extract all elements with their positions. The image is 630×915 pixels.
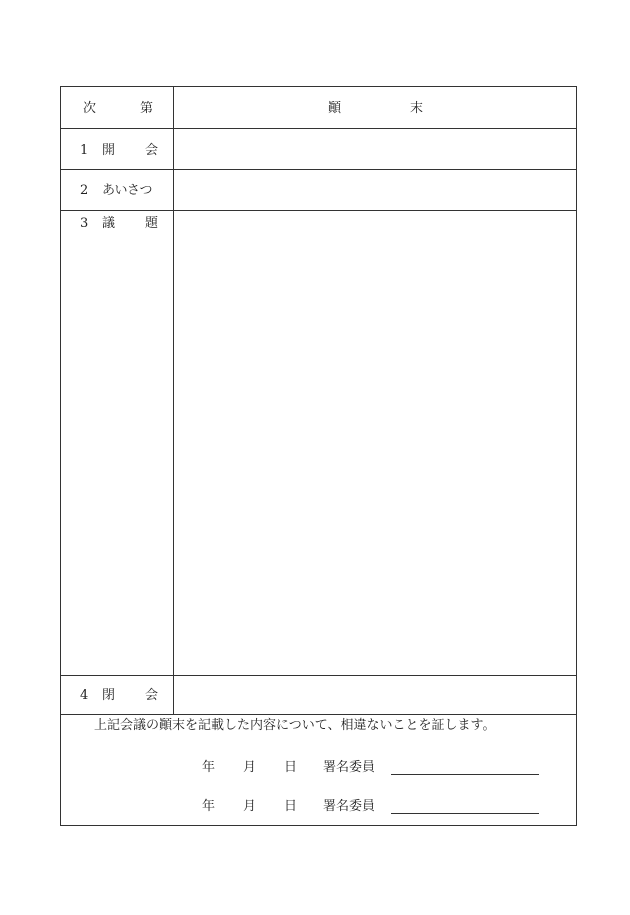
certification-statement: 上記会議の顚末を記載した内容について、相違ないことを証します。	[94, 718, 496, 733]
agenda-content-cell[interactable]	[174, 676, 576, 714]
signature-name-field[interactable]	[391, 813, 539, 814]
header-details-char-1: 顚	[328, 101, 342, 116]
agenda-label-char-1: 開	[102, 143, 116, 158]
header-row	[61, 87, 576, 129]
agenda-row-opening	[61, 129, 576, 170]
header-agenda-char-1: 次	[83, 101, 97, 116]
agenda-label-cell	[61, 676, 173, 714]
agenda-content-cell[interactable]	[174, 170, 576, 210]
agenda-label-cell	[61, 170, 173, 210]
agenda-label-cell	[61, 211, 173, 675]
certification-section	[61, 715, 576, 825]
agenda-label-char-2: 題	[145, 216, 159, 231]
signature-month: 月	[243, 760, 257, 775]
signature-role: 署名委員	[323, 799, 376, 814]
signature-year: 年	[202, 799, 216, 814]
header-details-cell	[174, 87, 576, 128]
agenda-label: あいさつ	[102, 183, 153, 198]
agenda-label-char-1: 議	[102, 216, 116, 231]
signature-day: 日	[284, 799, 298, 814]
minutes-form	[60, 86, 577, 826]
agenda-row-greeting	[61, 170, 576, 211]
agenda-number: 2	[80, 183, 89, 198]
signature-role: 署名委員	[323, 760, 376, 775]
signature-day: 日	[284, 760, 298, 775]
agenda-label-char-1: 閉	[102, 688, 116, 703]
agenda-content-cell[interactable]	[174, 129, 576, 169]
agenda-content-cell[interactable]	[174, 211, 576, 675]
agenda-number: 1	[80, 143, 89, 158]
agenda-number: 3	[80, 216, 89, 231]
agenda-number: 4	[80, 688, 89, 703]
agenda-row-topics	[61, 211, 576, 676]
agenda-label-char-2: 会	[145, 688, 159, 703]
signature-month: 月	[243, 799, 257, 814]
header-details-char-2: 末	[410, 101, 424, 116]
signature-year: 年	[202, 760, 216, 775]
signature-row	[61, 715, 576, 825]
agenda-row-closing	[61, 676, 576, 715]
agenda-label-char-2: 会	[145, 143, 159, 158]
agenda-label-cell	[61, 129, 173, 169]
header-agenda-cell	[61, 87, 173, 128]
header-agenda-char-2: 第	[140, 101, 154, 116]
